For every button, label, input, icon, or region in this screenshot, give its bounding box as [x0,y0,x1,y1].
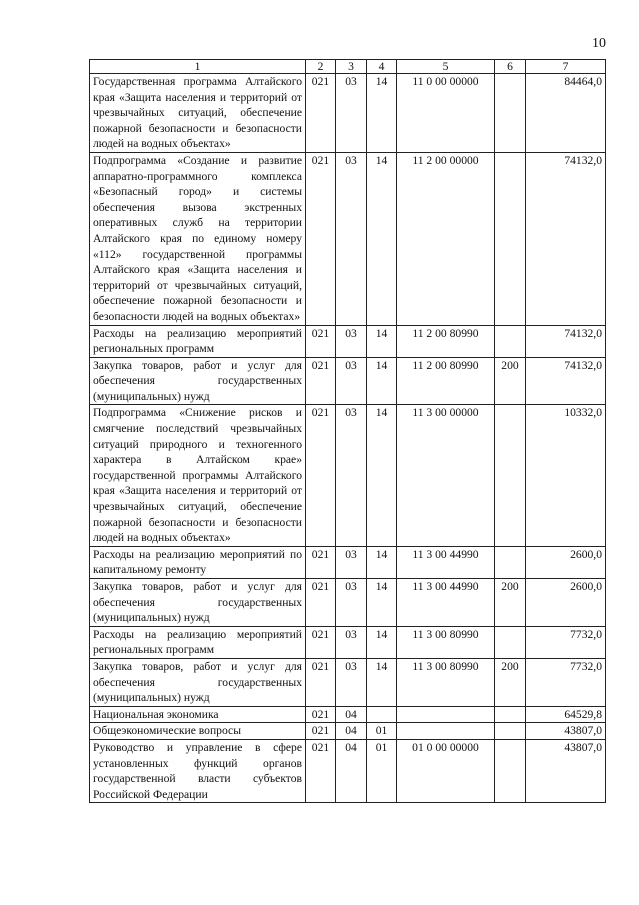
section-cell: 04 [336,723,367,740]
subsection-cell: 01 [367,723,397,740]
page-number: 10 [592,36,606,51]
table-row [90,579,606,627]
row-name-cell: Руководство и управление в сфере установленных функций органов государственной власти субъектов Российской Федерации [90,739,306,802]
row-name-cell: Подпрограмма «Снижение рисков и смягчение последствий чрезвычайных ситуаций природного и техногенного характера в Алтайском крае» государственной программы Алтайского края «Защита населения и территорий от чрезвычайных ситуаций, обеспечение пожарной безопасности и безопасности людей на водных объектах» [90,405,306,546]
expense-type-cell [495,152,526,325]
budget-table [89,59,606,803]
section-cell: 03 [336,546,367,578]
subsection-cell: 14 [367,579,397,627]
row-name-cell: Расходы на реализацию мероприятий региональных программ [90,626,306,658]
subsection-cell: 01 [367,739,397,802]
subsection-cell: 14 [367,658,397,706]
expense-type-cell [495,546,526,578]
table-header-row [90,60,606,74]
row-name-cell: Расходы на реализацию мероприятий региональных программ [90,325,306,357]
amount-cell: 74132,0 [526,152,606,325]
expense-type-cell [495,325,526,357]
subsection-cell: 14 [367,546,397,578]
section-cell: 03 [336,579,367,627]
table-row [90,706,606,723]
table-row [90,405,606,546]
expense-type-cell [495,739,526,802]
column-header: 7 [526,60,606,74]
subsection-cell: 14 [367,626,397,658]
amount-cell: 43807,0 [526,723,606,740]
code-cell: 021 [306,152,336,325]
table-row [90,739,606,802]
subsection-cell [367,706,397,723]
amount-cell: 84464,0 [526,74,606,153]
row-name-cell: Государственная программа Алтайского края «Защита населения и территорий от чрезвычайных ситуаций, обеспечение пожарной безопасности и безопасности людей на водных объектах» [90,74,306,153]
section-cell: 04 [336,739,367,802]
amount-cell: 64529,8 [526,706,606,723]
amount-cell: 74132,0 [526,357,606,405]
column-header: 6 [495,60,526,74]
amount-cell: 7732,0 [526,658,606,706]
section-cell: 03 [336,658,367,706]
row-name-cell: Закупка товаров, работ и услуг для обеспечения государственных (муниципальных) нужд [90,579,306,627]
target-article-cell [397,723,495,740]
expense-type-cell [495,626,526,658]
code-cell: 021 [306,723,336,740]
table-row [90,723,606,740]
column-header: 2 [306,60,336,74]
target-article-cell: 11 2 00 00000 [397,152,495,325]
code-cell: 021 [306,405,336,546]
amount-cell: 74132,0 [526,325,606,357]
row-name-cell: Подпрограмма «Создание и развитие аппаратно-программного комплекса «Безопасный город» и системы обеспечения вызова экстренных оперативных служб на территории Алтайского края по единому номеру «112» государственной программы Алтайского края «Защита населения и территорий от чрезвычайных ситуаций, обеспечение пожарной безопасности и безопасности людей на водных объектах» [90,152,306,325]
target-article-cell: 11 3 00 00000 [397,405,495,546]
column-header: 1 [90,60,306,74]
target-article-cell: 01 0 00 00000 [397,739,495,802]
code-cell: 021 [306,74,336,153]
section-cell: 03 [336,405,367,546]
subsection-cell: 14 [367,152,397,325]
table-row [90,325,606,357]
target-article-cell: 11 2 00 80990 [397,357,495,405]
section-cell: 03 [336,325,367,357]
section-cell: 03 [336,626,367,658]
section-cell: 04 [336,706,367,723]
code-cell: 021 [306,325,336,357]
table-row [90,626,606,658]
section-cell: 03 [336,152,367,325]
section-cell: 03 [336,74,367,153]
code-cell: 021 [306,739,336,802]
column-header: 3 [336,60,367,74]
row-name-cell: Национальная экономика [90,706,306,723]
row-name-cell: Закупка товаров, работ и услуг для обеспечения государственных (муниципальных) нужд [90,658,306,706]
code-cell: 021 [306,658,336,706]
table-row [90,546,606,578]
subsection-cell: 14 [367,325,397,357]
amount-cell: 10332,0 [526,405,606,546]
expense-type-cell [495,706,526,723]
target-article-cell: 11 2 00 80990 [397,325,495,357]
expense-type-cell [495,74,526,153]
row-name-cell: Расходы на реализацию мероприятий по капитальному ремонту [90,546,306,578]
column-header: 5 [397,60,495,74]
table-row [90,357,606,405]
subsection-cell: 14 [367,357,397,405]
code-cell: 021 [306,546,336,578]
table-row [90,74,606,153]
expense-type-cell [495,723,526,740]
expense-type-cell: 200 [495,357,526,405]
code-cell: 021 [306,357,336,405]
expense-type-cell: 200 [495,658,526,706]
target-article-cell: 11 3 00 80990 [397,626,495,658]
code-cell: 021 [306,626,336,658]
amount-cell: 2600,0 [526,579,606,627]
subsection-cell: 14 [367,74,397,153]
target-article-cell: 11 0 00 00000 [397,74,495,153]
column-header: 4 [367,60,397,74]
code-cell: 021 [306,706,336,723]
table-row [90,152,606,325]
target-article-cell: 11 3 00 80990 [397,658,495,706]
section-cell: 03 [336,357,367,405]
amount-cell: 7732,0 [526,626,606,658]
target-article-cell: 11 3 00 44990 [397,546,495,578]
code-cell: 021 [306,579,336,627]
amount-cell: 43807,0 [526,739,606,802]
table-row [90,658,606,706]
subsection-cell: 14 [367,405,397,546]
target-article-cell: 11 3 00 44990 [397,579,495,627]
row-name-cell: Общеэкономические вопросы [90,723,306,740]
expense-type-cell [495,405,526,546]
row-name-cell: Закупка товаров, работ и услуг для обеспечения государственных (муниципальных) нужд [90,357,306,405]
expense-type-cell: 200 [495,579,526,627]
target-article-cell [397,706,495,723]
amount-cell: 2600,0 [526,546,606,578]
